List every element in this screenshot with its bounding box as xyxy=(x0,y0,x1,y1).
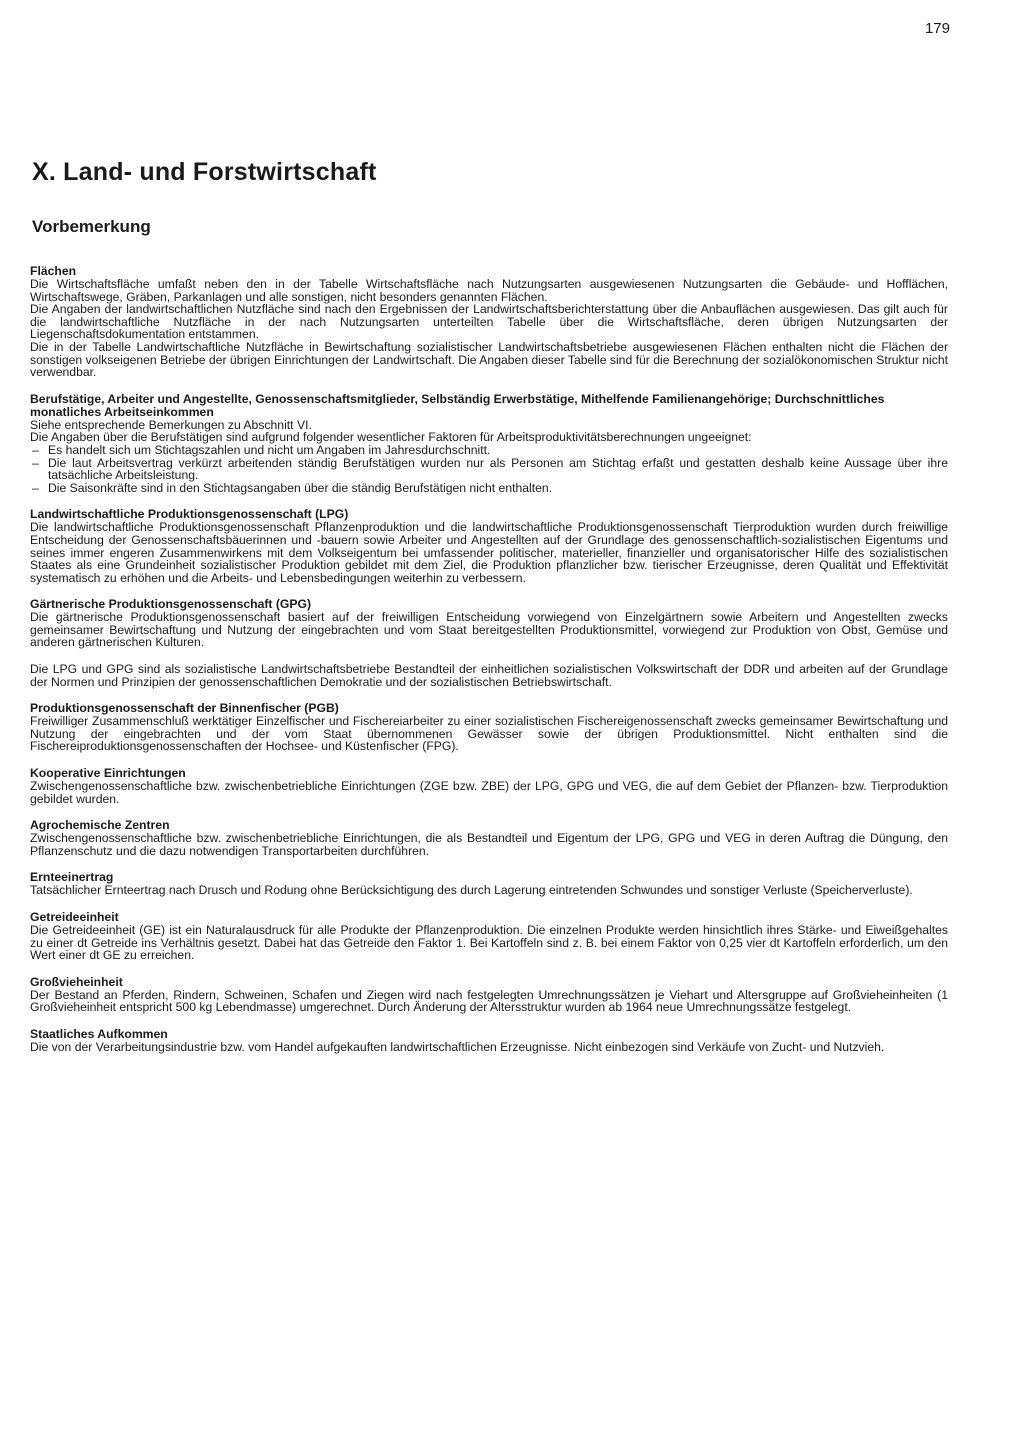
paragraph: Zwischengenossenschaftliche bzw. zwischenbetriebliche Einrichtungen, die als Bestandteil und Eigentum der LPG, GPG und VEG in deren Auftrag die Düngung, den Pflanzenschutz und die dazu notwendigen Transportarbeiten durchführen. xyxy=(30,831,948,858)
section-aufkommen xyxy=(30,1028,948,1054)
paragraph: Der Bestand an Pferden, Rindern, Schweinen, Schafen und Ziegen wird nach festgelegten Umrechnungssätzen je Viehart und Altersgruppe auf Großvieheinheiten (1 Großvieheinheit entspricht 500 kg Lebendmasse) umgerechnet. Durch Änderung der Altersstruktur wurden ab 1964 neue Umrechnungssätze festgelegt. xyxy=(30,987,948,1015)
paragraph: Die in der Tabelle Landwirtschaftliche Nutzfläche in Bewirtschaftung sozialistischer Landwirtschaftsbetriebe ausgewiesenen Flächen enthalten nicht die Flächen der sonstigen volkseigenen Betriebe der übrigen Einrichtungen der Landwirtschaft. Die Angaben dieser Tabelle sind für die Berechnung der sozialökonomischen Struktur nicht verwendbar. xyxy=(30,339,948,380)
section-title: Getreideeinheit xyxy=(30,910,119,924)
paragraph: Die LPG und GPG sind als sozialistische Landwirtschaftsbetriebe Bestandteil der einheitlichen sozialistischen Volkswirtschaft der DDR und arbeiten auf der Grundlage der Normen und Prinzipien der genossenschaftlichen Demokratie und der sozialistischen Betriebswirtschaft. xyxy=(30,662,948,689)
section-title: Berufstätige, Arbeiter und Angestellte, Genossenschaftsmitglieder, Selbständig Erwerbstätige, Mithelfende Familienangehörige; Durchschnittliches monatliches Arbeitseinkommen xyxy=(30,391,885,419)
chapter-title: X. Land- und Forstwirtschaft xyxy=(32,158,377,186)
section-title: Landwirtschaftliche Produktionsgenossenschaft (LPG) xyxy=(30,507,349,522)
paragraph: Die gärtnerische Produktionsgenossenschaft basiert auf der freiwilligen Entscheidung vorwiegend von Einzelgärtnern sowie Arbeitern und Angestellten zwecks gemeinsamer Bewirtschaftung und Nutzung der eingebrachten und vom Staat bereitgestellten Produktionsmittel, vorwiegend zur Produktion von Obst, Gemüse und anderen gärtnerischen Kulturen. xyxy=(30,610,948,650)
section-title: Großvieheinheit xyxy=(30,974,123,989)
section-kooperative xyxy=(30,767,948,805)
paragraph: Die landwirtschaftliche Produktionsgenossenschaft Pflanzenproduktion und die landwirtschaftliche Produktionsgenossenschaft Tierproduktion wurden durch freiwillige Entscheidung der Genossenschaftsbäuerinnen und -bauern sowie Arbeiter und Angestellten auf der Grundlage des genossenschaftlich-sozialistischen Eigentums und seines immer engeren Zusammenwirkens mit dem Volkseigentum bei umfassender politischer, materieller, finanzieller und organisatorischer Hilfe des sozialistischen Staates als eine Grundeinheit sozialistischer Produktion gebildet mit dem Ziel, die Produktion pflanzlicher bzw. tierischer Erzeugnisse, deren Qualität und Effektivität systematisch zu erhöhen und die Arbeits- und Lebensbedingungen weiterhin zu verbessern. xyxy=(30,520,948,585)
bullet-list xyxy=(30,444,948,494)
section-title: Flächen xyxy=(30,264,77,278)
intro-heading: Vorbemerkung xyxy=(32,217,151,236)
list-item: – Die laut Arbeitsvertrag verkürzt arbeitenden ständig Berufstätigen wurden nur als Personen am Stichtag erfaßt und gestatten deshalb keine Aussage über ihre tatsächliche Arbeitsleistung. xyxy=(30,457,948,482)
list-item: – Die Saisonkräfte sind in den Stichtagsangaben über die ständig Berufstätigen nicht enthalten. xyxy=(30,482,948,495)
paragraph: Zwischengenossenschaftliche bzw. zwischenbetriebliche Einrichtungen (ZGE bzw. ZBE) der LPG, GPG und VEG, die auf dem Gebiet der Pflanzen- bzw. Tierproduktion gebildet wurden. xyxy=(30,779,948,806)
paragraph: Die Angaben der landwirtschaftlichen Nutzfläche sind nach den Ergebnissen der Landwirtschaftsberichterstattung über die Anbauflächen ausgewiesen. Das gilt auch für die landwirtschaftliche Nutzfläche in der nach Nutzungsarten unterteilten Tabelle über die Wirtschaftsfläche, deren übrigen Nutzungsarten der Liegenschaftsdokumentation entstammen. xyxy=(30,302,948,342)
page-number: 179 xyxy=(924,20,950,37)
paragraph: Die Angaben über die Berufstätigen sind aufgrund folgender wesentlicher Faktoren für Arbeitsproduktivitätsberechnungen ungeeignet: xyxy=(30,430,752,445)
paragraph: Siehe entsprechende Bemerkungen zu Abschnitt VI. xyxy=(30,417,312,432)
section-title: Kooperative Einrichtungen xyxy=(30,766,186,781)
section-lpg xyxy=(30,508,948,584)
section-title: Agrochemische Zentren xyxy=(30,818,170,833)
paragraph: Freiwilliger Zusammenschluß werktätiger Einzelfischer und Fischereiarbeiter zu einer sozialistischen Fischereigenossenschaft zwecks gemeinsamer Bewirtschaftung und Nutzung der eingebrachten und der vom Staat übernommenen Gewässer sowie der übrigen Produktionsmittel. Nicht enthalten sind die Fischereiproduktionsgenossenschaften der Hochsee- und Küstenfischer (FPG). xyxy=(30,714,948,754)
section-flaechen xyxy=(30,265,948,379)
section-gpg xyxy=(30,598,948,649)
section-ernteertrag xyxy=(30,871,948,897)
section-pgb xyxy=(30,702,948,753)
section-lpg-gpg xyxy=(30,663,948,688)
section-getreideeinheit xyxy=(30,911,948,962)
section-grossvieheinheit xyxy=(30,976,948,1014)
paragraph: Die Wirtschaftsfläche umfaßt neben den in der Tabelle Wirtschaftsfläche nach Nutzungsarten ausgewiesenen Nutzungsarten die Gebäude- und Hofflächen, Wirtschaftswege, Gräben, Parkanlagen und alle sonstigen, nicht besonders genannten Flächen. xyxy=(30,277,948,304)
section-agrochemische xyxy=(30,819,948,857)
section-title: Staatliches Aufkommen xyxy=(30,1026,168,1041)
paragraph: Tatsächlicher Ernteertrag nach Drusch und Rodung ohne Berücksichtigung des durch Lagerung eintretenden Schwundes und sonstiger Verluste (Speicherverluste). xyxy=(30,883,913,898)
paragraph: Die Getreideeinheit (GE) ist ein Naturalausdruck für alle Produkte der Pflanzenproduktion. Die einzelnen Produkte werden hinsichtlich ihres Stärke- und Eiweißgehaltes zu einer dt Getreide ins Verhältnis gesetzt. Dabei hat das Getreide den Faktor 1. Bei Kartoffeln sind z. B. bei einem Faktor von 0,25 vier dt Kartoffeln erforderlich, um den Wert einer dt GE zu erreichen. xyxy=(30,923,948,963)
list-item: – Es handelt sich um Stichtagszahlen und nicht um Angaben im Jahresdurchschnitt. xyxy=(30,444,948,457)
section-title: Produktionsgenossenschaft der Binnenfischer (PGB) xyxy=(30,701,339,716)
section-title: Ernteeinertrag xyxy=(30,870,114,885)
section-berufstaetige xyxy=(30,393,948,495)
paragraph: Die von der Verarbeitungsindustrie bzw. vom Handel aufgekauften landwirtschaftlichen Erzeugnisse. Nicht einbezogen sind Verkäufe von Zucht- und Nutzvieh. xyxy=(30,1039,885,1054)
document-body xyxy=(30,265,948,1068)
section-title: Gärtnerische Produktionsgenossenschaft (GPG) xyxy=(30,597,312,612)
